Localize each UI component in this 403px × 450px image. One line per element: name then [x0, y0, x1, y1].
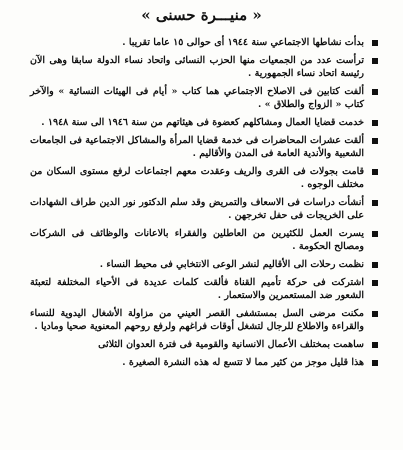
bullet-square-icon [372, 120, 378, 126]
list-item-text: ترأست عدد من الجمعيات منها الحزب النسائى واتحاد نساء الدولة سابقا وهى الآن رئيسة اتحاد نساء الجمهورية . [30, 55, 364, 79]
bullet-square-icon [372, 138, 378, 144]
list-item [30, 338, 378, 351]
list-item-text: اشتركت فى حركة تأميم القناة فألقت كلمات عديدة فى الأحياء المختلفة لتعبئة الشعور ضد المستعمرين والاستعمار . [30, 277, 364, 301]
bullet-square-icon [372, 40, 378, 46]
bullet-square-icon [372, 262, 378, 268]
list-item [30, 165, 378, 191]
list-item [30, 307, 378, 333]
list-item [30, 85, 378, 111]
bullet-square-icon [372, 200, 378, 206]
bullet-square-icon [372, 89, 378, 95]
list-item [30, 116, 378, 129]
list-item [30, 54, 378, 80]
bullet-square-icon [372, 311, 378, 317]
bullet-square-icon [372, 169, 378, 175]
bullet-square-icon [372, 280, 378, 286]
list-item [30, 227, 378, 253]
list-item-text: ساهمت بمختلف الأعمال الانسانية والقومية فى فترة العدوان الثلاثى [98, 339, 364, 350]
achievements-list [30, 36, 378, 374]
bullet-square-icon [372, 342, 378, 348]
list-item [30, 356, 378, 369]
list-item-text: يسرت العمل للكثيرين من العاطلين والفقراء بالاعانات والوظائف فى الشركات ومصالح الحكومة . [30, 228, 364, 252]
list-item-text: خدمت قضايا العمال ومشاكلهم كعضوة فى هيئاتهم من سنة ١٩٤٦ الى سنة ١٩٤٨ . [41, 117, 364, 128]
list-item-text: بدأت نشاطها الاجتماعي سنة ١٩٤٤ أى حوالى ١٥ عاما تقريبا . [122, 37, 364, 48]
document-title: « منيـــرة حسنى » [141, 6, 262, 24]
list-item [30, 276, 378, 302]
list-item [30, 134, 378, 160]
list-item-text: مكنت مرضى السل بمستشفى القصر العيني من مزاولة الأشغال اليدوية للنساء والقراءة والاطلاع للرجال لتشغل أوقات فراغهم ولرفع روحهم المعنوية صحيا وماديا . [30, 308, 364, 332]
bullet-square-icon [372, 360, 378, 366]
list-item-text: ألفت كتابين فى الاصلاح الاجتماعي هما كتاب « أيام فى الهيئات النسائية » والآخر كتاب « الزواج والطلاق » . [30, 86, 364, 110]
list-item [30, 196, 378, 222]
list-item-text: قامت بجولات فى القرى والريف وعقدت معهم اجتماعات لرفع مستوى السكان من مختلف الوجوه . [30, 166, 364, 190]
list-item-text: هذا قليل موجز من كثير مما لا تتسع له هذه النشرة الصغيرة . [122, 357, 364, 368]
list-item [30, 36, 378, 49]
bullet-square-icon [372, 231, 378, 237]
list-item-text: نظمت رحلات الى الأقاليم لنشر الوعى الانتخابي فى محيط النساء . [99, 259, 364, 270]
list-item-text: أنشأت دراسات فى الاسعاف والتمريض وقد سلم الدكتور نور الدين طراف الشهادات على الخريجات فى حفل تخرجهن . [30, 197, 364, 221]
list-item-text: ألقت عشرات المحاضرات فى خدمة قضايا المرأة والمشاكل الاجتماعية فى الجامعات الشعبية والأندية العامة فى المدن والأقاليم . [30, 135, 364, 159]
bullet-square-icon [372, 58, 378, 64]
list-item [30, 258, 378, 271]
